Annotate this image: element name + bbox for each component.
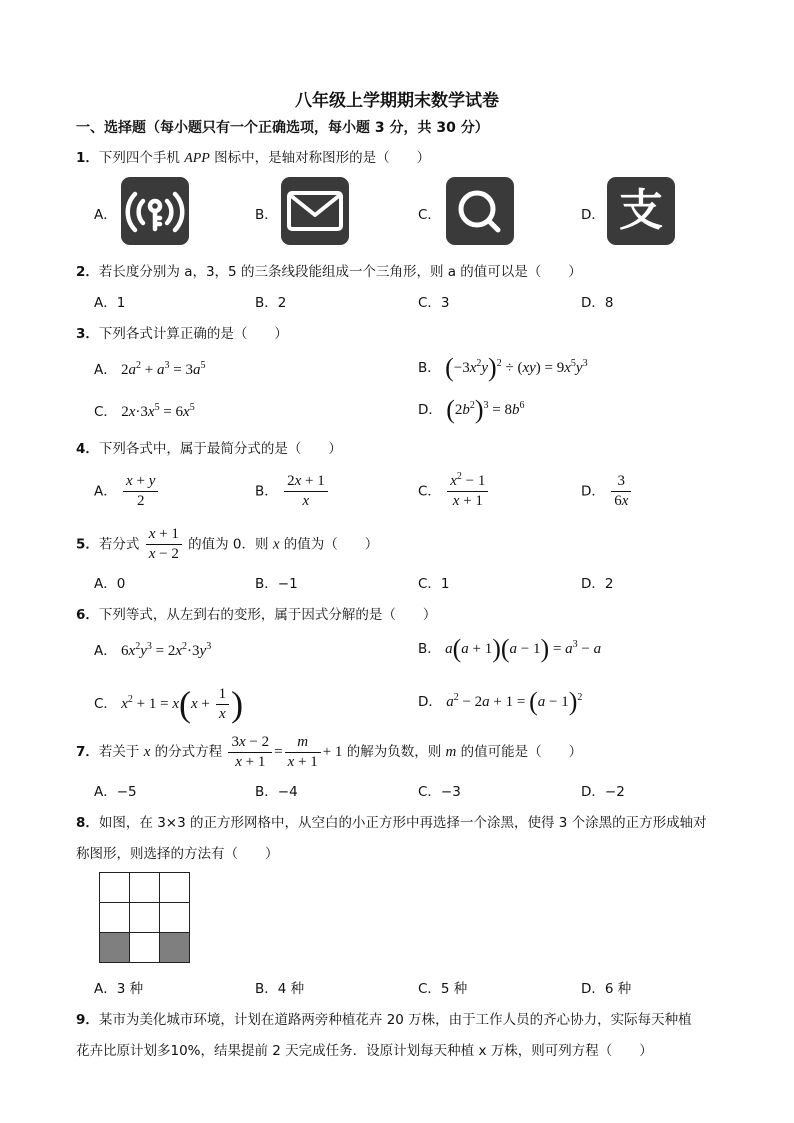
mail-icon <box>281 177 349 245</box>
question-text: 如图，在 3×3 的正方形网格中，从空白的小正方形中再选择一个涂黑，使得 3 个涂黑的正方形成轴对 <box>98 815 707 831</box>
question-number: 8． <box>76 815 99 831</box>
fraction: $\frac{x + y}{2}$ <box>123 472 158 511</box>
option-a-label: A． <box>94 207 117 223</box>
option-c: C．5 种 <box>418 981 468 997</box>
option-d: D．6 种 <box>581 981 632 997</box>
option-b: B．4 种 <box>255 981 305 997</box>
question-number: 3． <box>76 326 99 342</box>
option-label: A． <box>94 362 117 378</box>
option-b-label: B． <box>255 207 278 223</box>
question-9 <box>76 1008 692 1028</box>
math-expression: $a(a + 1)(a - 1) = a^3 - a$ <box>445 634 602 663</box>
question-text: 某市为美化城市环境，计划在道路两旁种植花卉 20 万株，由于工作人员的齐心协力，实际每天种植 <box>98 1012 692 1028</box>
question-9-line2: 花卉比原计划多10%，结果提前 2 天完成任务．设原计划每天种植 x 万株，则可列方程（ ） <box>76 1043 653 1059</box>
math-expression: $x^2 + 1 = x(x$ + $\frac{1}{x}$ ) <box>121 683 244 724</box>
question-text: 的值可能是（ ） <box>460 743 583 760</box>
option-label: D． <box>418 402 442 418</box>
option-label: B． <box>255 483 278 500</box>
question-text: 的值为（ ） <box>283 536 379 553</box>
wifi-key-icon <box>121 177 189 245</box>
option-c <box>94 685 243 724</box>
option-d: D．2 <box>581 576 614 592</box>
fraction: $\frac{x^2 - 1}{x + 1}$ <box>447 472 488 511</box>
section-heading: 一、选择题（每小题只有一个正确选项，每小题 3 分，共 30 分） <box>76 120 489 136</box>
option-b <box>418 353 588 382</box>
option-d <box>581 472 633 511</box>
math-expression: $2a^2 + a^3 = 3a^5$ <box>121 360 206 378</box>
math-expression: $6x^2y^3 = 2x^2\cdot 3y^3$ <box>121 641 212 659</box>
grid-cell <box>100 903 130 933</box>
option-a: A．3 种 <box>94 981 144 997</box>
option-d: D．−2 <box>581 784 625 800</box>
alipay-icon: 支 <box>607 177 675 245</box>
grid-cell-filled <box>160 933 190 963</box>
option-a: A．0 <box>94 576 126 592</box>
option-a <box>94 472 160 511</box>
question-text: 若关于 <box>98 743 140 760</box>
question-text: 若分式 <box>98 536 140 553</box>
option-a <box>94 358 205 379</box>
question-text: 的解为负数，则 <box>346 743 442 760</box>
question-3 <box>76 322 288 342</box>
question-2 <box>76 260 582 280</box>
option-b: B．−4 <box>255 784 298 800</box>
grid-cell <box>160 903 190 933</box>
grid-cell <box>160 873 190 903</box>
option-c <box>94 400 195 421</box>
fraction: $\frac{x + 1}{x - 2}$ <box>146 525 182 564</box>
fraction: $\frac{3}{6x}$ <box>611 472 631 511</box>
option-b: B．−1 <box>255 576 298 592</box>
option-b: B．2 <box>255 295 287 311</box>
question-text: 下列四个手机 <box>98 150 180 166</box>
option-label: C． <box>418 483 441 500</box>
fraction: $\frac{2x + 1}{x}$ <box>284 472 328 511</box>
option-c: C．1 <box>418 576 450 592</box>
page-title: 八年级上学期期末数学试卷 <box>295 91 499 111</box>
option-c <box>418 472 490 511</box>
math-expression: $2x\cdot 3x^5 = 6x^5$ <box>121 402 195 420</box>
question-text: 下列等式，从左到右的变形，属于因式分解的是（ ） <box>98 607 437 623</box>
question-text: 的值为 0．则 <box>188 536 269 553</box>
option-a: A．1 <box>94 295 126 311</box>
question-number: 6． <box>76 607 99 623</box>
question-number: 2． <box>76 264 99 280</box>
question-text: 下列各式中，属于最简分式的是（ ） <box>98 441 342 457</box>
question-text: 图标中，是轴对称图形的是（ ） <box>214 150 431 166</box>
question-6 <box>76 603 436 623</box>
option-d <box>418 395 525 424</box>
grid-cell-filled <box>100 933 130 963</box>
question-8-line2: 称图形，则选择的方法有（ ） <box>76 846 279 862</box>
option-d <box>418 687 583 716</box>
option-b <box>255 472 330 511</box>
option-label: D． <box>418 694 442 710</box>
option-c-label: C． <box>418 207 441 223</box>
grid-cell <box>130 873 160 903</box>
grid-cell <box>130 933 160 963</box>
question-text: 若长度分别为 a，3，5 的三条线段能组成一个三角形，则 a 的值可以是（ ） <box>98 264 582 280</box>
option-label: A． <box>94 483 117 500</box>
option-a: A．−5 <box>94 784 137 800</box>
question-number: 5． <box>76 536 99 553</box>
option-d: D．8 <box>581 295 614 311</box>
option-label: B． <box>418 641 441 657</box>
math-expression: $a^2 - 2a + 1 = (a - 1)^2$ <box>446 687 583 716</box>
question-8 <box>76 811 707 831</box>
app-text: APP <box>184 151 210 166</box>
option-c: C．−3 <box>418 784 461 800</box>
question-5: 5．若分式 $\frac{x + 1}{x - 2}$ 的值为 0．则 x 的值为（ ） <box>76 526 379 562</box>
question-number: 4． <box>76 441 99 457</box>
option-a <box>94 639 211 660</box>
grid-cell <box>130 903 160 933</box>
option-c: C．3 <box>418 295 450 311</box>
question-number: 1． <box>76 150 99 166</box>
question-text: 下列各式计算正确的是（ ） <box>98 326 288 342</box>
math-expression: $\frac{3x - 2}{x + 1}$ = $\frac{m}{x + 1}$ + 1 <box>226 744 342 760</box>
option-label: D． <box>581 483 605 500</box>
math-expression: $(-3x^2y)^2 \div (xy) = 9x^5y^3$ <box>445 353 588 382</box>
option-b <box>418 634 602 663</box>
question-7: 7．若关于 x 的分式方程 $\frac{3x - 2}{x + 1}$ = $\frac{m}{x + 1}$ + 1 的解为负数，则 m 的值可能是（ ） <box>76 734 583 770</box>
grid-figure <box>99 872 190 963</box>
question-number: 9． <box>76 1012 99 1028</box>
option-label: A． <box>94 643 117 659</box>
question-text: 的分式方程 <box>154 743 223 760</box>
question-4 <box>76 437 342 457</box>
option-d-label: D． <box>581 207 605 223</box>
option-label: C． <box>94 695 117 712</box>
option-label: C． <box>94 404 117 420</box>
question-number: 7． <box>76 743 99 760</box>
option-label: B． <box>418 360 441 376</box>
math-expression: $(2b^2)^3 = 8b^6$ <box>446 395 525 424</box>
search-q-icon <box>446 177 514 245</box>
question-1 <box>76 146 430 167</box>
grid-cell <box>100 873 130 903</box>
